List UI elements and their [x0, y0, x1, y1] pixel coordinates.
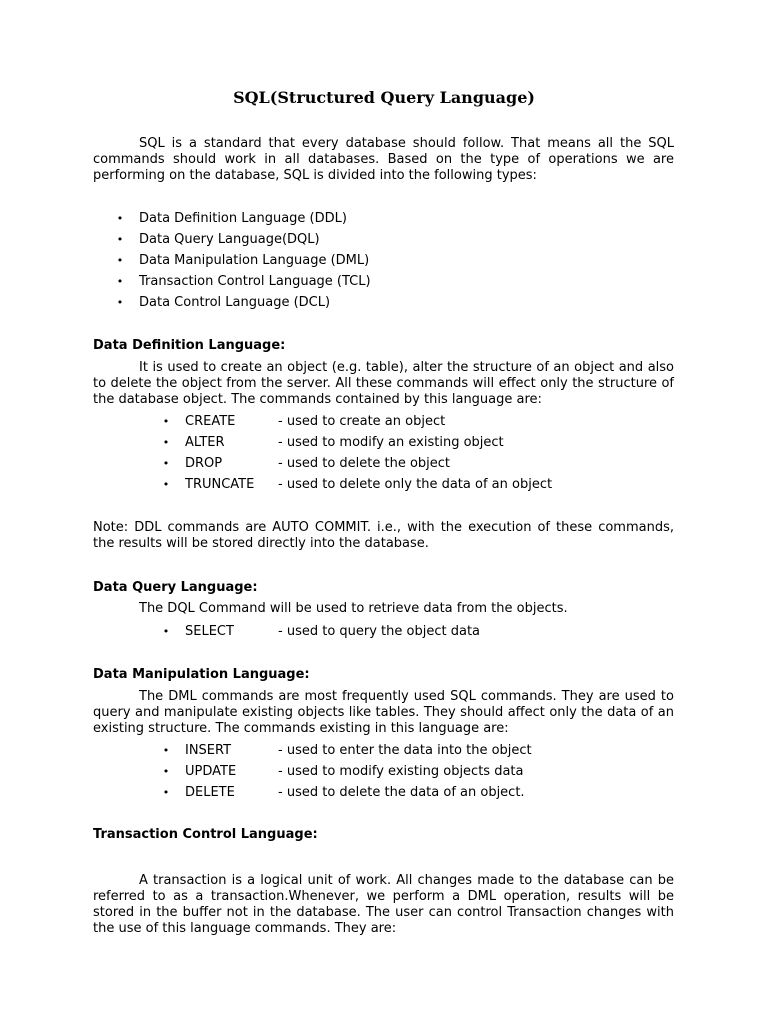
ddl-heading: Data Definition Language:: [93, 338, 286, 353]
command-description: - used to modify an existing object: [278, 435, 504, 450]
type-label: Data Control Language (DCL): [139, 295, 331, 310]
command-name: ALTER: [185, 435, 225, 450]
command-description: - used to create an object: [278, 414, 446, 429]
bullet-icon: •: [116, 275, 124, 288]
dql-paragraph: The DQL Command will be used to retrieve data from the objects.: [139, 601, 568, 616]
type-label: Transaction Control Language (TCL): [139, 274, 371, 289]
bullet-icon: •: [162, 436, 170, 449]
bullet-icon: •: [162, 765, 170, 778]
command-name: CREATE: [185, 414, 236, 429]
bullet-icon: •: [162, 786, 170, 799]
bullet-icon: •: [116, 212, 124, 225]
command-name: DELETE: [185, 785, 235, 800]
dml-heading: Data Manipulation Language:: [93, 667, 310, 682]
command-name: INSERT: [185, 743, 232, 758]
bullet-icon: •: [162, 457, 170, 470]
command-name: DROP: [185, 456, 223, 471]
bullet-icon: •: [116, 296, 124, 309]
bullet-icon: •: [162, 744, 170, 757]
type-label: Data Query Language(DQL): [139, 232, 320, 247]
ddl-paragraph: It is used to create an object (e.g. table), alter the structure of an object and also to delete the object from the server. All these commands will effect only the structure of the database object. The commands contained by this language are:: [93, 360, 674, 407]
command-name: TRUNCATE: [185, 477, 255, 492]
dml-paragraph: The DML commands are most frequently used SQL commands. They are used to query and manipulate existing objects like tables. They should affect only the data of an existing structure. The commands existing in this language are:: [93, 689, 674, 736]
intro-paragraph: SQL is a standard that every database should follow. That means all the SQL commands should work in all databases. Based on the type of operations we are performing on the database, SQL is divided into the following types:: [93, 136, 674, 183]
tcl-paragraph: A transaction is a logical unit of work. All changes made to the database can be referred to as a transaction.Whenever, we perform a DML operation, results will be stored in the buffer not in the database. The user can control Transaction changes with the use of this language commands. They are:: [93, 873, 674, 936]
command-description: - used to enter the data into the object: [278, 743, 532, 758]
bullet-icon: •: [116, 254, 124, 267]
bullet-icon: •: [162, 478, 170, 491]
command-name: SELECT: [185, 624, 234, 639]
command-description: - used to delete the data of an object.: [278, 785, 525, 800]
command-description: - used to modify existing objects data: [278, 764, 524, 779]
dql-heading: Data Query Language:: [93, 580, 258, 595]
bullet-icon: •: [162, 415, 170, 428]
command-name: UPDATE: [185, 764, 237, 779]
bullet-icon: •: [116, 233, 124, 246]
page-title: SQL(Structured Query Language): [233, 88, 535, 107]
type-label: Data Manipulation Language (DML): [139, 253, 370, 268]
command-description: - used to delete only the data of an object: [278, 477, 553, 492]
type-label: Data Definition Language (DDL): [139, 211, 347, 226]
command-description: - used to query the object data: [278, 624, 481, 639]
bullet-icon: •: [162, 625, 170, 638]
command-description: - used to delete the object: [278, 456, 451, 471]
ddl-note: Note: DDL commands are AUTO COMMIT. i.e., with the execution of these commands, the results will be stored directly into the database.: [93, 520, 674, 551]
tcl-heading: Transaction Control Language:: [93, 827, 318, 842]
